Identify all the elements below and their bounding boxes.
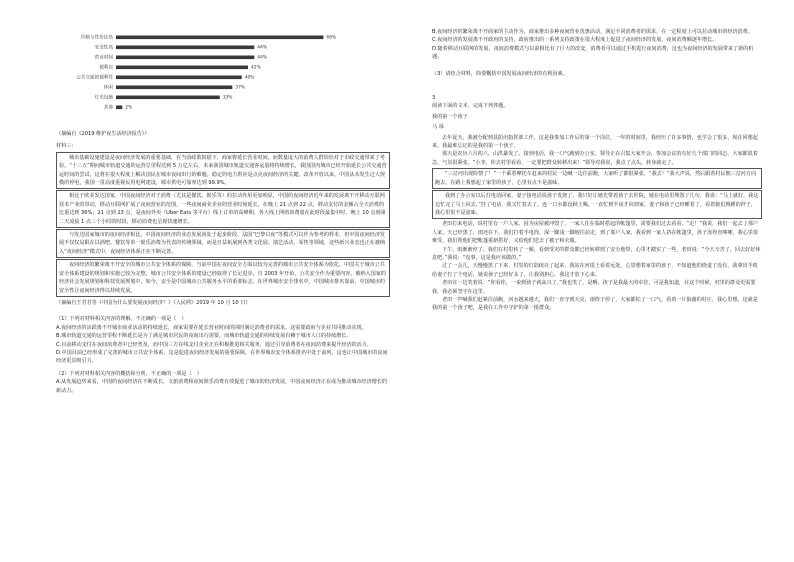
story-paragraph-5: 老田打来电话，说村里有一户人家，因为房屋被冲毁了，一家人住在临时搭起的帐篷里，需要我们过去看看，“走！”我说，我们一起去了那户人家，天已经黑了，雨还在下，我们打着手电筒，深一脚浅一脚地往前走，到了那户人家，我看到一家人挤在帐篷里，孩子冻得直哆嗦，我心里很难受，我们帮他们把帐篷重新搭好，又给他们送去了被子和衣服。 [432, 221, 759, 245]
question-2-option-c: C.夜间经济的发展离不开政府的支持，政府推出的一系列支持政策在很大程度上促进了夜间经济的发展，夜间消费额逐年增长。 [432, 37, 718, 44]
question-3-stem: （3）请结合材料，简要概括中国发展夜间经济的有利因素。 [432, 70, 568, 77]
question-1-stem: （1）下列对材料相关内容的理解，不正确的一项是（ ） [56, 316, 187, 323]
story-paragraph-1: 去年夏天，我被分配到县防汛指挥部工作，这是我参加工作后的第一个岗位，一年的时间里，我经历了许多事情，也学会了很多，现在回想起来，我最难忘记的是我的第一个孩子。 [432, 134, 758, 150]
question-1-option-a: A.夜间经济的活跃离不开城市商业活动的持续延长，商家需要在延长营业时间的同时满足消费者的需求，这需要政府与企业共同推动实现。 [56, 324, 367, 331]
bar-chart-svg [56, 28, 386, 124]
bar-chart [56, 28, 390, 124]
bar-value-label: 40% [244, 75, 255, 81]
bar-category-label: 安全性高 [94, 45, 113, 51]
story-paragraph-7: 过了一会儿，天慢慢黑了下来，村里的灯陆续亮了起来，我站在河堤上看着远处，心里想着家里的孩子，不知道他的烧退了没有，我拿出手机给妻子打了个电话，她说孩子已经好多了，让我别担心，我这才放下心来。 [432, 263, 758, 278]
bar-value-label: 2% [125, 105, 133, 111]
bar-category-label: 便利店 [99, 65, 113, 71]
bar-value-label: 44% [257, 45, 268, 51]
story-paragraph-8: 老田在一边笑着说：“你看你，一说到孩子就高兴了。”我也笑了，是啊，孩子是我最大的牵挂，可是我知道，在这个时候，村里的群众更需要我，我必须坚守在这里。 [432, 280, 756, 295]
story-author: 马 禄 [432, 124, 444, 131]
source-note-2: （摘编自王君君等《中国为什么要发展夜间经济？》《人民网》2019 年 10 月 10 日） [56, 299, 251, 306]
question-2-option-d: D.随着移动互联网的发展，夜间消费模式与以前相比有了巨大的改变，消费者可以通过手机进行夜间消费，这也为夜间经济的发展带来了新的机遇。 [432, 45, 754, 61]
bar [116, 76, 242, 80]
story-paragraph-6: 下午，雨渐渐停了，我们在村里转了一圈，看到受灾的群众都已经转移到了安全地带，心里才踏实了一些，老田说：“今天辛苦了，回去好好休息吧。”我说：“没事，这是我应该做的。” [432, 246, 761, 261]
story-paragraph-4: 我到了办公室以后打电话回家，妻子接电话说孩子发烧了，我只好让她先带着孩子去医院，她在电话里埋怨了几句，我说：“马上就好，我这边忙完了马上回去。”挂了电话，我又忙着去了，连一口水都没顾上喝，一直忙到半夜才回到家，妻子和孩子已经睡着了，看着她们熟睡的样子，我心里很不是滋味。 [432, 190, 762, 219]
question-1-option-c: C.目前移动支付在夜间消费者中已经普及，而中国三方在线支付企业正在积极推进相关服务，通过引导消费者在夜间消费来提升经济的活力。 [56, 341, 372, 348]
section-number: 3 [432, 95, 436, 102]
story-paragraph-2: 那天是农历六月初六，山洪暴发了。接到电话，我一口气跑到办公室，领导正在召集大家开会，参加会议的有好几个部门的同志，大家都很着急，气氛很紧张。“小李，你去村里看看，一定要把群众转移出来！”领导对我说，我点了点头，转身就走了。 [432, 151, 758, 166]
right-column [432, 28, 762, 313]
bar-value-label: 66% [326, 35, 337, 41]
story-paragraph-9: 老田一声喊我们赶紧往前跑，河水越来越大，我们一直守到天亮，雨终于停了，大家都松了一口气，看着一片狼藉的村庄，我心里想，这就是我的第一个孩子吧，是我在工作中守护的第一批群众。 [432, 296, 758, 312]
bar-category-label: 其他 [103, 105, 113, 111]
question-2-stem: （2）下列对材料相关内容的概括和分析，不正确的一项是（ ） [56, 370, 202, 377]
paragraph-2: 相比于欧美发达国家，中国夜间经济对于消费（尤其是餐饮、娱乐等）的拉动作用更加明显，中国的夜间经济近年来的发展离不开移动互联网技术产业的带动，移动互联网扩展了夜间营业的范围，一些夜间商业企业的营业时间延长，在晚上 21 点到 22 点，移动支付的金额占全天消费的比重达到 36%；21 点到 23 点，是夜间外卖（Uber Eats 等平台）线上订单的高峰期，各大线上网络消费量在此时段最集中时，晚上 10 点到第二天凌晨 1 点三个小时的时段，移动消费也呈现快速增长。 [56, 190, 390, 228]
story-paragraph-3: “三岔河出现险情了！”一个乘着摩托车赶来的村民一边喊一边往前跑，大家听了都很紧张，“我去！”我大声说，然后跟着村民朝三岔河方向跑去，在路上我想起了家里的孩子，心里有点不是滋味。 [432, 168, 762, 189]
source-note-1: （摘编自《2019 维护夜生活经济报告》） [56, 131, 150, 137]
bar [116, 106, 122, 110]
material-3-heading: 材料三： [56, 143, 77, 150]
bar [116, 46, 254, 50]
bar [116, 66, 248, 70]
bar [116, 86, 232, 90]
bar-value-label: 33% [222, 95, 233, 101]
left-column [56, 28, 390, 395]
bar-category-label: 灯光设施 [94, 95, 113, 101]
paragraph-3: 与发达国家城市的夜间经济相比，中国夜间经济的业态发展尚处于起步阶段。法国“巴黎白夜”等模式可以作为参考的样本，但中国夜间经济发展不仅仅局限在以酒吧、餐饮等单一娱乐消费为代表的传统领域，而是日益拓展到各类文化展、演艺活动、零售等领域，这些新兴业态也正在被纳入“夜间经济”模式中，夜间经济体系正在不断完善。 [56, 229, 390, 258]
story-title: 我的第一个孩子 [432, 113, 468, 120]
question-2-option-a: A.从发展趋势来看，中国的夜间经济在不断成长，文旅消费和夜间娱乐消费有效促进了城市的经济发展，中国夜间经济正在成为推动城市经济增长的新动力。 [56, 379, 388, 394]
question-1-option-b: B.城市轨道交通的运营里程不断延长是为了满足城市居民的夜间出行需要，而城市轨道交通的持续发展有赖于城市人口的持续增长。 [56, 333, 352, 340]
bar [116, 36, 323, 40]
paragraph-1: 城市基础设施建设是夜间经济发展的重要基础，在当前政策鼓励下，商家将延长营业时间，而数量庞大的消费人群恰恰对于市政交通带来了考验。“十三五”期间城市轨道交通的运营总里程达到 5 万亿左右，未来我国城市轨道交通客运量将持续增长，我国国内城市已经开始延长公共交通营运时间的尝试，这将在很大程度上解决国民在城市夜间出行的难题。稳定的电力供应是点亮夜间经济的关键。改革开放以来，中国从未发生过大规模的停电，我国一贯高度重视民用电网建设，城市供电可靠率达到 99.9%。 [56, 152, 390, 190]
bar-category-label: 公共交通的便利性 [76, 75, 113, 81]
reading-instruction: 阅读下面的文本，完成下列各题。 [432, 103, 509, 110]
bar-value-label: 44% [257, 55, 268, 61]
bar-value-label: 37% [235, 85, 246, 91]
bar-category-label: 休闲 [103, 85, 113, 91]
question-1-option-d: D.中国目前已经形成了完善的城市公共安全体系，这是促进夜间经济发展的重要保障，在世界城市安全体系排名中处于前列，这也让中国城市的夜间经济更具吸引力。 [56, 349, 388, 365]
bar-category-label: 价格与性价比高 [80, 35, 113, 41]
bar-category-label: 营业时间 [94, 55, 113, 61]
bar-value-label: 42% [251, 65, 261, 71]
bar [116, 96, 220, 100]
paragraph-4: 夜间经济的繁荣离不开安全的城市公共安全体系的保障。当前中国在夜间安全方面以较为完善的城市公共安全体系为依托，中国关于城市公共安全体系建设的规划和实施已较为完整，城市公共安全体系的建设已经取得了长足进步，自 2003 年开始，公共安全作为重要内容，被纳入国家的经济社会发展规划和科技发展规划中。如今，安全是中国城市公共服务水平的重要标志，在世界城市安全排名中，中国城市排名靠前，中国城市的安全性让夜间经济得以持续发展。 [56, 259, 390, 297]
question-2-option-b: B.夜间经济的繁荣离不开商家的主动作为，商家推出多种夜间营业优惠活动，满足不同消费者的需求，在一定程度上可以拉动城市的经济消费。 [432, 29, 753, 35]
bar [116, 56, 254, 60]
